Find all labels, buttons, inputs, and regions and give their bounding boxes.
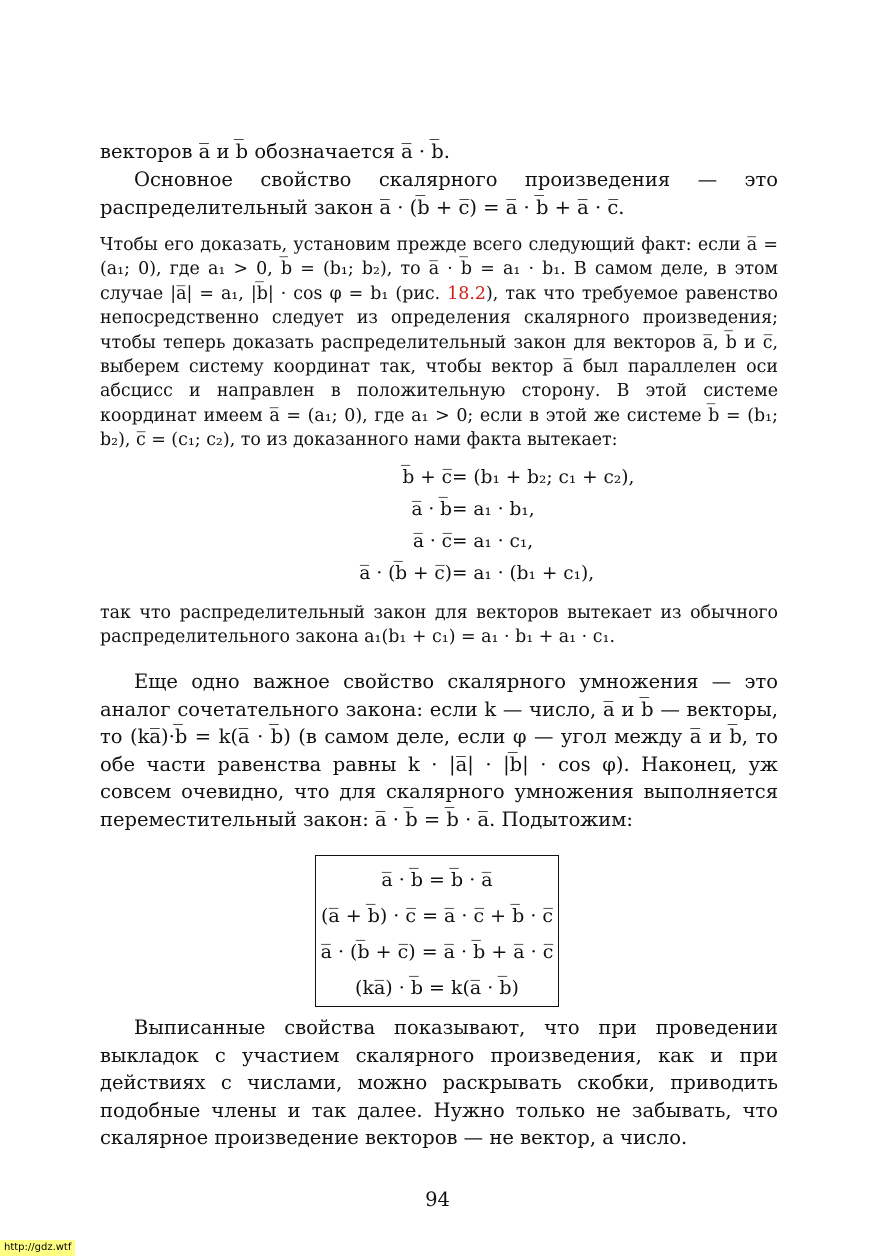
equation-row — [0, 494, 875, 526]
equation-rhs: = a₁ · c₁, — [452, 531, 534, 552]
equation-rhs: = a₁ · b₁, — [452, 499, 535, 520]
equation-row — [0, 462, 875, 494]
text-line: векторов a̅ и b̅ обозначается a̅ · b̅. — [100, 140, 450, 163]
equation-lhs: b̅ + c̅ — [402, 467, 452, 488]
formula-associative: (ka̅) · b̅ = k(a̅ · b̅) — [355, 977, 519, 999]
text-paragraph: Основное свойство скалярного произведения — это распределительный закон a̅ · (b̅ + c̅) = a̅ · b̅ + a̅ · c̅. — [100, 168, 778, 219]
paragraph-final — [100, 1014, 778, 1152]
proof-text-part2: ), так что требуемое равенство непосредственно следует из определения скалярного произведения; чтобы теперь доказать распределительный закон для векторов a̅, b̅ и c̅, выберем систему координат так, чтобы вектор a̅ был параллелен оси абсцисс и направлен в положительную сторону. В этой системе координат имеем a̅ = (a₁; 0), где a₁ > 0; если в этой же системе b̅ = (b₁; b₂), c̅ = (c₁; c₂), то из доказанного нами факта вытекает: — [100, 283, 778, 451]
equation-lhs: a̅ · (b̅ + c̅) — [359, 563, 452, 584]
proof-paragraph — [100, 233, 778, 453]
paragraph-associative — [100, 668, 778, 833]
equation-rhs: = a₁ · (b₁ + c₁), — [452, 563, 595, 584]
text-paragraph: Выписанные свойства показывают, что при проведении выкладок с участием скалярного произведения, как и при действиях с числами, можно раскрывать скобки, приводить подобные члены и так далее. Нужно только не забывать, что скалярное произведение векторов — не вектор, а число. — [100, 1016, 778, 1149]
text-paragraph: так что распределительный закон для векторов вытекает из обычного распределительного закона a₁(b₁ + c₁) = a₁ · b₁ + a₁ · c₁. — [100, 603, 778, 648]
summary-formula-box — [315, 855, 559, 1007]
watermark-link[interactable]: http://gdz.wtf — [0, 1240, 75, 1256]
paragraph-distributive — [100, 166, 778, 221]
page-number: 94 — [425, 1188, 450, 1211]
paragraph-intro — [100, 138, 778, 166]
equation-row — [0, 526, 875, 558]
equation-block — [0, 462, 875, 590]
equation-lhs: a̅ · b̅ — [411, 499, 452, 520]
formula-distributive-right: a̅ · (b̅ + c̅) = a̅ · b̅ + a̅ · c̅ — [320, 941, 554, 963]
formula-distributive-left: (a̅ + b̅) · c̅ = a̅ · c̅ + b̅ · c̅ — [320, 905, 554, 927]
equation-rhs: = (b₁ + b₂; c₁ + c₂), — [452, 467, 635, 488]
figure-reference-link[interactable]: 18.2 — [447, 283, 486, 304]
text-paragraph: Еще одно важное свойство скалярного умножения — это аналог сочетательного закона: если k — число, a̅ и b̅ — векторы, то (ka̅)·b̅ = k(a̅ · b̅) (в самом деле, если φ — угол между a̅ и b̅, то обе части равенства равны k · |a̅| · |b̅| · cos φ). Наконец, уж совсем очевидно, что для скалярного умножения выполняется переместительный закон: a̅ · b̅ = b̅ · a̅. Подытожим: — [100, 670, 778, 831]
paragraph-conclusion — [100, 601, 778, 650]
formula-commutative: a̅ · b̅ = b̅ · a̅ — [381, 869, 493, 891]
equation-lhs: a̅ · c̅ — [412, 531, 452, 552]
proof-text-part1: Чтобы его доказать, установим прежде всего следующий факт: если a̅ = (a₁; 0), где a₁ > 0, b̅ = (b₁; b₂), то a̅ · b̅ = a₁ · b₁. В самом деле, в этом случае |a̅| = a₁, |b̅| · cos φ = b₁ (рис. — [100, 235, 778, 304]
equation-row — [0, 558, 875, 590]
